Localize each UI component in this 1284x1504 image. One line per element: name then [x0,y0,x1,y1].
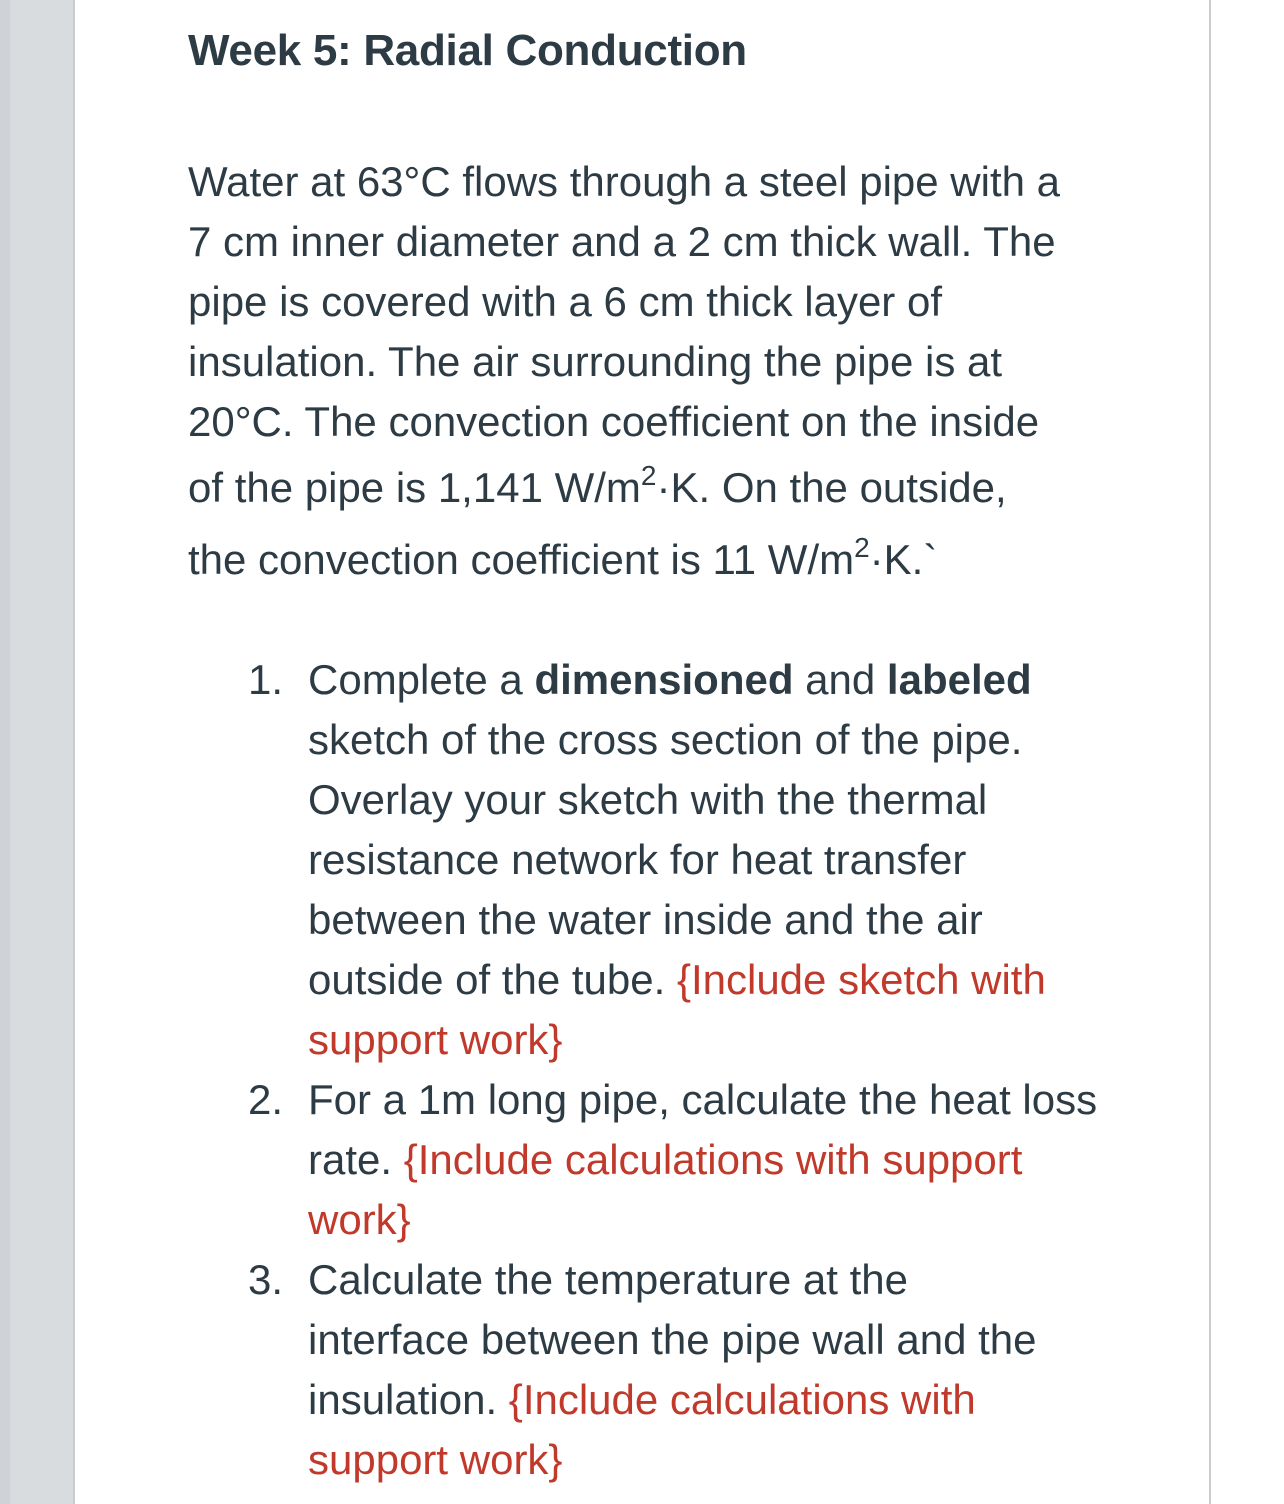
requirement-note: support work} [308,1436,563,1483]
problem-line: the convection coefficient is 11 $W/m^2\cdot K.`$ [188,532,938,583]
problem-line: insulation. The air surrounding the pipe is at [188,338,1003,385]
problem-line: pipe is covered with a 6 cm thick layer of [188,278,942,325]
page-title: Week 5: Radial Conduction [188,26,747,75]
requirement-note: {Include calculations with [508,1376,976,1423]
right-background [1211,0,1284,1504]
problem-line: Water at 63°C flows through a steel pipe with a [188,158,1061,205]
superscript: 2 [640,460,657,491]
question-number: 1. [248,656,284,703]
problem-line: 7 cm inner diameter and a 2 cm thick wall. The [188,218,1056,265]
document-content [188,22,1188,1490]
requirement-note: work} [308,1196,411,1243]
question-number: 3. [248,1256,284,1303]
question-item-1: 1. Complete a dimensioned and labeled sketch of the cross section of the pipe. Overlay your sketch with the thermal resistance network for heat transfer between the water inside and the air outside of the tube. {Include sketch with support work} [308,650,1188,1070]
bold-term: labeled [886,656,1032,703]
question-list [188,650,1188,1490]
question-item-3: 3. Calculate the temperature at the interface between the pipe wall and the insulation. {Include calculations with support work} [308,1250,1188,1490]
question-number: 2. [248,1076,284,1123]
problem-line: of the pipe is 1,141 $W/m^2\cdot K$. On the outside, [188,460,1007,511]
document-page [73,0,1211,1504]
question-item-2: 2. For a 1m long pipe, calculate the heat loss rate. {Include calculations with support work} [308,1070,1188,1250]
problem-statement [188,152,1188,596]
left-background-strip [0,0,10,1504]
bold-term: dimensioned [534,656,794,703]
requirement-note: {Include sketch with [676,956,1046,1003]
superscript: 2 [854,532,870,563]
requirement-note: {Include calculations with support [403,1136,1023,1183]
problem-line: 20°C. The convection coefficient on the inside [188,398,1040,445]
requirement-note: support work} [308,1016,563,1063]
